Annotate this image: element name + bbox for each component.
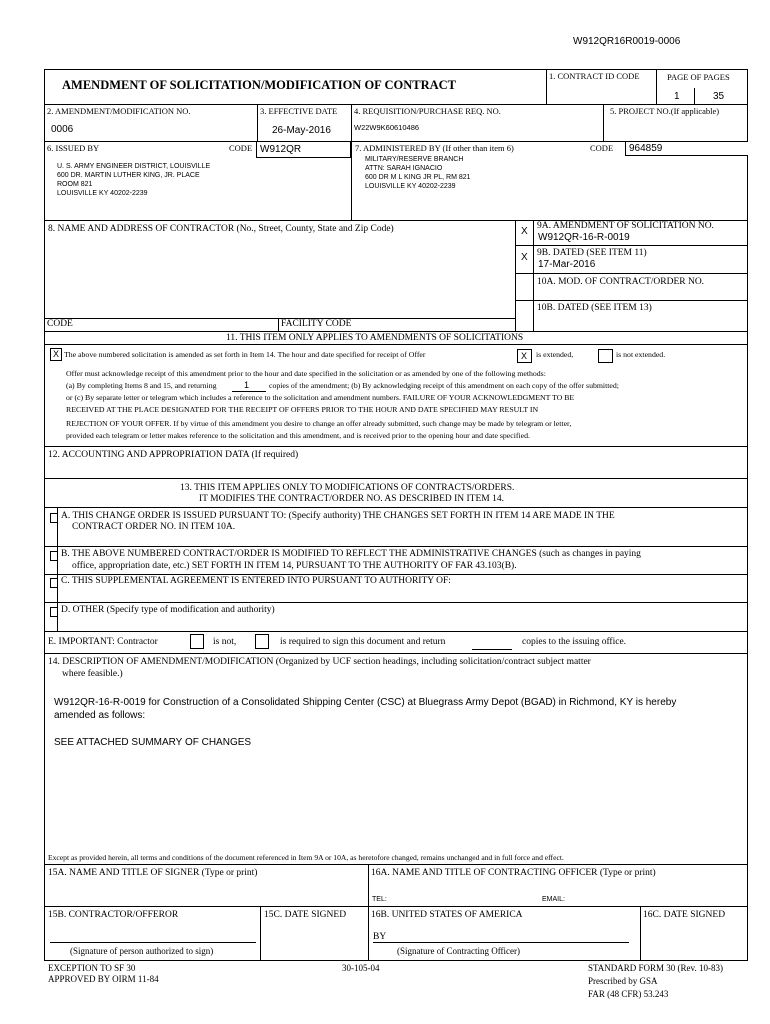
tel-label: TEL:	[372, 896, 387, 903]
officer-date-signed-label: 16C. DATE SIGNED	[643, 910, 726, 920]
administered-by-label: 7. ADMINISTERED BY (If other than item 6)	[355, 143, 514, 153]
item11-text-line: Offer must acknowledge receipt of this amendment prior to the hour and date specified in the solicitation or as amended by one of the following methods:	[66, 369, 546, 378]
email-label: EMAIL:	[542, 896, 565, 903]
footer-standard-form: STANDARD FORM 30 (Rev. 10-83)	[588, 963, 723, 973]
united-states-label: 16B. UNITED STATES OF AMERICA	[371, 910, 523, 920]
footer-approved: APPROVED BY OIRM 11-84	[48, 974, 159, 984]
signer-name-label: 15A. NAME AND TITLE OF SIGNER (Type or print)	[48, 868, 258, 878]
form-title: AMENDMENT OF SOLICITATION/MODIFICATION OF CONTRACT	[62, 78, 457, 92]
is-required-checkbox[interactable]	[255, 634, 269, 649]
administered-by-address-line: 600 DR M L KING JR PL, RM 821	[365, 174, 471, 181]
item13-heading-1: 13. THIS ITEM APPLIES ONLY TO MODIFICATIONS OF CONTRACTS/ORDERS.	[180, 483, 515, 493]
effective-date-value: 26-May-2016	[272, 125, 331, 136]
dated-10b-label: 10B. DATED (SEE ITEM 13)	[537, 303, 652, 313]
project-no-label: 5. PROJECT NO.(If applicable)	[610, 106, 720, 116]
description-text: W912QR-16-R-0019 for Construction of a Consolidated Shipping Center (CSC) at Bluegrass Army Depot (BGAD) in Richmond, KY is hereby	[54, 697, 677, 708]
dated-9b-value: 17-Mar-2016	[538, 259, 596, 270]
amendment-of-solicitation-value: W912QR-16-R-0019	[538, 232, 630, 243]
document-number: W912QR16R0019-0006	[573, 36, 681, 47]
amendment-of-solicitation-label: 9A. AMENDMENT OF SOLICITATION NO.	[537, 221, 714, 231]
option-a-checkbox[interactable]	[50, 513, 58, 523]
footer-form-code: 30-105-04	[342, 963, 380, 973]
contractor-code-label: CODE	[47, 319, 73, 329]
footer-exception: EXCEPTION TO SF 30	[48, 963, 136, 973]
page-number: 1	[674, 91, 680, 102]
issued-by-code-label: CODE	[229, 143, 253, 153]
option-a-text: A. THIS CHANGE ORDER IS ISSUED PURSUANT TO: (Specify authority) THE CHANGES SET FORTH IN ITEM 14 ARE MADE IN THE	[61, 511, 615, 521]
item11-heading: 11. THIS ITEM ONLY APPLIES TO AMENDMENTS OF SOLICITATIONS	[226, 333, 524, 343]
footer-prescribed: Prescribed by GSA	[588, 976, 658, 986]
description-text: amended as follows:	[54, 710, 146, 721]
administered-by-code-label: CODE	[590, 143, 614, 153]
item11-text-line: copies of the amendment; (b) By acknowledging receipt of this amendment on each copy of the offer submitted;	[269, 381, 619, 390]
requisition-no-label: 4. REQUISITION/PURCHASE REQ. NO.	[354, 106, 501, 116]
issued-by-address-line: 600 DR. MARTIN LUTHER KING, JR. PLACE	[57, 172, 200, 179]
is-not-label: is not,	[213, 637, 237, 647]
option-d-checkbox[interactable]	[50, 607, 58, 617]
dated-9b-label: 9B. DATED (SEE ITEM 11)	[537, 248, 647, 258]
item11-text-line: RECEIVED AT THE PLACE DESIGNATED FOR THE RECEIPT OF OFFERS PRIOR TO THE HOUR AND DATE SPECIFIED MAY RESULT IN	[66, 405, 539, 414]
issued-by-label: 6. ISSUED BY	[47, 143, 100, 153]
option-c-checkbox[interactable]	[50, 578, 58, 588]
option-a-text: CONTRACT ORDER NO. IN ITEM 10A.	[72, 522, 236, 532]
issued-by-address-line: U. S. ARMY ENGINEER DISTRICT, LOUISVILLE	[57, 163, 211, 170]
contract-id-code-label: 1. CONTRACT ID CODE	[549, 71, 640, 81]
contractor-signature-caption: (Signature of person authorized to sign)	[70, 946, 214, 956]
effective-date-label: 3. EFFECTIVE DATE	[260, 106, 338, 116]
item11-text-line: provided each telegram or letter makes reference to the solicitation and this amendment, and is received prior to the opening hour and date specified.	[66, 431, 530, 440]
issued-by-address-line: LOUISVILLE KY 40202-2239	[57, 190, 148, 197]
administered-by-address-line: ATTN: SARAH IGNACIO	[365, 165, 443, 172]
administered-by-code: 964859	[629, 143, 663, 154]
amendment-no-label: 2. AMENDMENT/MODIFICATION NO.	[47, 106, 191, 116]
description-label: 14. DESCRIPTION OF AMENDMENT/MODIFICATION (Organized by UCF section headings, including solicitation/contract subject matter	[48, 657, 591, 667]
item11-text-line: (a) By completing Items 8 and 15, and returning	[66, 381, 217, 390]
contractor-address-label: 8. NAME AND ADDRESS OF CONTRACTOR (No., Street, County, State and Zip Code)	[48, 224, 394, 234]
copies-to-office-label: copies to the issuing office.	[522, 637, 627, 647]
footer-far: FAR (48 CFR) 53.243	[588, 989, 669, 999]
contractor-offeror-label: 15B. CONTRACTOR/OFFEROR	[48, 910, 179, 920]
by-label: BY	[373, 932, 387, 942]
item13-heading-2: IT MODIFIES THE CONTRACT/ORDER NO. AS DESCRIBED IN ITEM 14.	[199, 494, 504, 504]
extended-label: is extended,	[536, 350, 574, 359]
administered-by-address-line: LOUISVILLE KY 40202-2239	[365, 183, 456, 190]
description-text: SEE ATTACHED SUMMARY OF CHANGES	[54, 737, 252, 748]
copies-count: 1	[244, 380, 250, 390]
option-b-checkbox[interactable]	[50, 551, 58, 561]
is-required-label: is required to sign this document and return	[280, 637, 446, 647]
requisition-no-value: W22W9K60610486	[354, 123, 420, 132]
dated-checkbox-mark[interactable]: X	[521, 252, 528, 263]
page-of-pages-label: PAGE OF PAGES	[667, 72, 730, 82]
option-c-text: C. THIS SUPPLEMENTAL AGREEMENT IS ENTERED INTO PURSUANT TO AUTHORITY OF:	[61, 576, 451, 586]
issued-by-code: W912QR	[260, 144, 302, 155]
accounting-data-label: 12. ACCOUNTING AND APPROPRIATION DATA (If required)	[48, 450, 299, 460]
not-extended-checkbox[interactable]	[598, 349, 613, 363]
amended-checkbox-mark: X	[53, 349, 60, 359]
option-d-text: D. OTHER (Specify type of modification and authority)	[61, 605, 275, 615]
option-b-text: office, appropriation date, etc.) SET FORTH IN ITEM 14, PURSUANT TO THE AUTHORITY OF FAR 43.103(B).	[72, 561, 517, 571]
option-b-text: B. THE ABOVE NUMBERED CONTRACT/ORDER IS MODIFIED TO REFLECT THE ADMINISTRATIVE CHANGES (such as changes in paying	[61, 549, 641, 559]
contracting-officer-signature-caption: (Signature of Contracting Officer)	[397, 946, 521, 956]
contracting-officer-name-label: 16A. NAME AND TITLE OF CONTRACTING OFFICER (Type or print)	[371, 868, 656, 878]
administered-by-address-line: MILITARY/RESERVE BRANCH	[365, 156, 464, 163]
contractor-date-signed-label: 15C. DATE SIGNED	[264, 910, 347, 920]
amendment-no-value: 0006	[51, 124, 74, 135]
mod-of-contract-label: 10A. MOD. OF CONTRACT/ORDER NO.	[537, 277, 705, 287]
item11-text-line: or (c) By separate letter or telegram which includes a reference to the solicitation and amendment numbers. FAILURE OF YOUR ACKNOWLEDGMENT TO BE	[66, 393, 575, 402]
important-label: E. IMPORTANT: Contractor	[48, 637, 158, 647]
is-not-checkbox[interactable]	[190, 634, 204, 649]
item11-intro: The above numbered solicitation is amended as set forth in Item 14. The hour and date specified for receipt of Offer	[64, 350, 426, 359]
total-pages: 35	[713, 91, 725, 102]
except-note: Except as provided herein, all terms and conditions of the document referenced in Item 9A or 10A, as heretofore changed, remains unchanged and in full force and effect.	[48, 853, 564, 862]
amendment-checkbox-mark[interactable]: X	[521, 226, 528, 237]
description-label: where feasible.)	[62, 669, 123, 679]
item11-text-line: REJECTION OF YOUR OFFER. If by virtue of this amendment you desire to change an offer already submitted, such change may be made by telegram or letter,	[66, 419, 572, 428]
issued-by-address-line: ROOM 821	[57, 181, 93, 188]
facility-code-label: FACILITY CODE	[281, 319, 352, 329]
not-extended-label: is not extended.	[616, 350, 666, 359]
extended-checkbox-mark: X	[521, 351, 528, 361]
